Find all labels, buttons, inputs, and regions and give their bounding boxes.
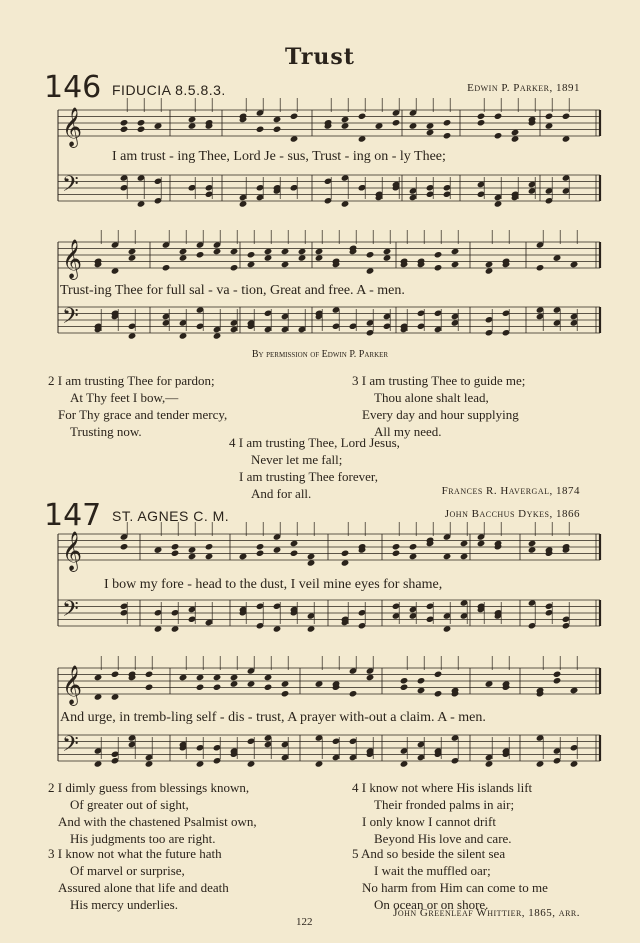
- h147-sys1-note: [528, 540, 537, 547]
- h147-sys2-note: [145, 760, 154, 767]
- h147-sys1-note: [409, 543, 418, 550]
- h147-sys1-note: [154, 625, 163, 632]
- h146-sys2-note: [230, 248, 239, 255]
- h146-sys1-note: [341, 116, 350, 123]
- h146-sys2-bass-staff: [58, 307, 600, 333]
- h146-sys2-note: [128, 332, 137, 339]
- h146-sys2-note: [366, 267, 375, 274]
- h146-sys2-note: [264, 254, 273, 261]
- h147-sys2-note: [230, 680, 239, 687]
- h146-sys2-note: [247, 261, 256, 268]
- h146-sys1-note: [443, 132, 452, 139]
- h147-sys2-note: [485, 680, 494, 687]
- h146-sys1-treble-clef: 𝄞: [62, 107, 83, 147]
- h146-sys2-note: [298, 248, 307, 255]
- h146-sys2-note: [111, 267, 120, 274]
- h147-sys2-treble-staff: [58, 668, 600, 694]
- hymn-147-tune: ST. AGNES C. M.: [112, 508, 230, 524]
- h146-sys1-note: [545, 122, 554, 129]
- hymn-147-composer: John Bacchus Dykes, 1866: [444, 508, 580, 520]
- h146-sys1-note: [443, 119, 452, 126]
- h146-sys2-note: [128, 254, 137, 261]
- h146-sys2-note: [451, 261, 460, 268]
- h147-sys2-note: [145, 684, 154, 691]
- h147-sys2-note: [400, 760, 409, 767]
- h147-sys2-note: [213, 674, 222, 681]
- h146-sys2-note: [162, 264, 171, 271]
- h146-sys2-note: [485, 261, 494, 268]
- h146-sys1-note: [256, 126, 265, 133]
- h147-sys1-note: [460, 540, 469, 547]
- h146-sys1-note: [494, 132, 503, 139]
- h147-sys1-note: [188, 553, 197, 560]
- h147-sys2-note: [485, 760, 494, 767]
- h147-sys2-note: [111, 693, 120, 700]
- h146-sys1-note: [358, 135, 367, 142]
- h146-sys1-note: [239, 200, 248, 207]
- h147-sys1-note: [205, 543, 214, 550]
- h146-sys2-note: [196, 251, 205, 258]
- h147-sys2-note: [400, 677, 409, 684]
- h147-sys1-note: [477, 540, 486, 547]
- h146-sys2-note: [247, 251, 256, 258]
- h146-sys1-note: [511, 135, 520, 142]
- h146-sys2-note: [281, 248, 290, 255]
- h147-sys2-note: [281, 690, 290, 697]
- h146-sys1-note: [137, 126, 146, 133]
- h147-sys2-note: [94, 674, 103, 681]
- h147-sys2-note: [315, 760, 324, 767]
- h146-sys1-note: [375, 122, 384, 129]
- h147-sys2-note: [247, 760, 256, 767]
- h147-sys1-note: [307, 625, 316, 632]
- h146-sys1-note: [273, 126, 282, 133]
- h146-sys1-note: [358, 113, 367, 120]
- h146-sys1-note: [511, 129, 520, 136]
- h147-sys2-note: [247, 680, 256, 687]
- hymn-146-lyrics-line1: I am trust - ing Thee, Lord Je - sus, Trust - ing on - ly Thee;: [112, 149, 446, 164]
- hymn-146-verse-4: 4 I am trusting Thee, Lord Jesus, Never let me fall; I am trusting Thee forever, And for all.: [229, 435, 400, 501]
- hymn-146-verse-2: 2 I am trusting Thee for pardon; At Thy feet I bow,— For Thy grace and tender mercy, Trusting now.: [48, 373, 228, 439]
- h146-sys2-note: [179, 254, 188, 261]
- h147-sys1-note: [273, 546, 282, 553]
- h147-sys1-note: [256, 543, 265, 550]
- h147-sys2-note: [264, 674, 273, 681]
- h146-sys1-note: [290, 113, 299, 120]
- h146-sys2-note: [315, 254, 324, 261]
- h146-sys1-note: [188, 116, 197, 123]
- h146-sys2-note: [451, 248, 460, 255]
- h146-sys1-note: [562, 135, 571, 142]
- hymn-146-verse-3: 3 I am trusting Thee to guide me; Thou alone shalt lead, Every day and hour supplying All my need.: [352, 373, 526, 439]
- h146-sys2-note: [570, 261, 579, 268]
- h146-sys1-note: [341, 200, 350, 207]
- hymn-146-lyrics-line2: Trust-ing Thee for full sal - va - tion, Great and free. A - men.: [60, 283, 405, 298]
- h147-sys2-note: [417, 687, 426, 694]
- h147-sys1-note: [205, 553, 214, 560]
- h146-sys1-note: [273, 116, 282, 123]
- page-number: 122: [296, 916, 313, 928]
- h146-sys1-note: [341, 122, 350, 129]
- h147-sys1-note: [171, 625, 180, 632]
- h146-sys2-bass-clef: 𝄢: [62, 304, 79, 334]
- h146-sys2-note: [264, 248, 273, 255]
- h147-sys2-note: [145, 671, 154, 678]
- h147-sys2-note: [570, 760, 579, 767]
- h146-sys1-note: [494, 113, 503, 120]
- h146-sys2-note: [383, 248, 392, 255]
- h147-sys1-note: [528, 546, 537, 553]
- h147-sys1-note: [256, 550, 265, 557]
- h146-sys2-note: [213, 332, 222, 339]
- h146-sys1-note: [290, 135, 299, 142]
- h147-sys2-note: [264, 684, 273, 691]
- hymn-147-verse-4: 4 I know not where His islands lift Their fronded palms in air; I only know I cannot drift Beyond His love and care.: [352, 780, 533, 846]
- h146-sys1-note: [137, 119, 146, 126]
- h147-sys1-note: [290, 540, 299, 547]
- h146-sys2-note: [485, 267, 494, 274]
- h147-sys2-note: [553, 677, 562, 684]
- hymn-147-verse-2: 2 I dimly guess from blessings known, Of greater out of sight, And with the chastened Psalmist own, His judgments too are right.: [48, 780, 257, 846]
- h146-sys2-note: [315, 248, 324, 255]
- h146-sys2-note: [553, 254, 562, 261]
- h146-sys1-note: [392, 119, 401, 126]
- h147-sys2-note: [366, 674, 375, 681]
- h146-sys2-note: [536, 264, 545, 271]
- hymn-147-author: John Greenleaf Whittier, 1865, arr.: [393, 907, 580, 919]
- h147-sys1-note: [171, 550, 180, 557]
- hymn-146-author: Frances R. Havergal, 1874: [441, 485, 580, 497]
- h146-sys2-note: [281, 261, 290, 268]
- h147-sys1-note: [443, 553, 452, 560]
- hymn-146-tune: FIDUCIA 8.5.8.3.: [112, 82, 226, 98]
- h147-sys2-bass-staff: [58, 735, 600, 761]
- h146-sys1-note: [426, 122, 435, 129]
- hymn-147-verse-3: 3 I know not what the future hath Of marvel or surprise, Assured alone that life and death His mercy underlies.: [48, 846, 229, 912]
- h146-sys2-treble-clef: 𝄞: [62, 239, 83, 279]
- h147-sys1-note: [341, 550, 350, 557]
- h147-sys1-note: [392, 550, 401, 557]
- h147-sys1-note: [120, 543, 129, 550]
- hymn-147-number: 147: [44, 498, 102, 533]
- h147-sys2-note: [417, 677, 426, 684]
- h147-sys1-bass-staff: [58, 600, 600, 626]
- h147-sys2-bass-clef: 𝄢: [62, 732, 79, 762]
- h146-sys1-note: [154, 122, 163, 129]
- h147-sys1-treble-staff: [58, 534, 600, 560]
- h146-sys2-note: [366, 251, 375, 258]
- h146-sys2-note: [128, 248, 137, 255]
- h147-sys1-note: [443, 625, 452, 632]
- h147-sys1-note: [273, 625, 282, 632]
- h147-sys2-note: [179, 674, 188, 681]
- h147-sys2-note: [400, 684, 409, 691]
- hymn-147-verse-5: 5 And so beside the silent sea I wait the muffled oar; No harm from Him can come to me On ocean or on shore.: [352, 846, 548, 912]
- h147-sys2-note: [94, 760, 103, 767]
- h146-sys1-note: [120, 119, 129, 126]
- h146-sys1-note: [137, 200, 146, 207]
- h146-sys1-note: [120, 126, 129, 133]
- h147-sys1-note: [188, 546, 197, 553]
- h146-sys2-note: [230, 264, 239, 271]
- h146-sys2-treble-staff: [58, 242, 600, 268]
- h146-sys1-note: [562, 113, 571, 120]
- h147-sys2-note: [111, 671, 120, 678]
- h147-sys1-note: [154, 546, 163, 553]
- h147-sys2-note: [230, 674, 239, 681]
- h147-sys2-note: [196, 760, 205, 767]
- h147-sys1-bass-clef: 𝄢: [62, 597, 79, 627]
- h147-sys1-note: [409, 553, 418, 560]
- hymn-146-composer: Edwin P. Parker, 1891: [467, 82, 580, 94]
- h146-sys1-bass-clef: 𝄢: [62, 172, 79, 202]
- h147-sys2-note: [536, 760, 545, 767]
- h146-sys2-note: [434, 264, 443, 271]
- h146-sys1-note: [477, 119, 486, 126]
- h147-sys2-note: [553, 671, 562, 678]
- h147-sys1-note: [460, 553, 469, 560]
- hymn-147-lyrics-line2: And urge, in tremb-ling self - dis - trust, A prayer with-out a claim. A - men.: [60, 710, 486, 725]
- h147-sys1-note: [239, 553, 248, 560]
- h146-sys2-note: [298, 254, 307, 261]
- h147-sys2-note: [349, 690, 358, 697]
- h147-sys1-note: [307, 559, 316, 566]
- h146-sys1-note: [188, 122, 197, 129]
- h146-sys1-note: [477, 113, 486, 120]
- h146-sys2-note: [434, 251, 443, 258]
- h147-sys2-note: [281, 680, 290, 687]
- h147-sys1-note: [171, 543, 180, 550]
- h146-sys2-note: [213, 248, 222, 255]
- h146-sys1-note: [426, 129, 435, 136]
- h147-sys1-treble-clef: 𝄞: [62, 531, 83, 571]
- h146-sys2-note: [383, 254, 392, 261]
- h146-sys2-note: [179, 332, 188, 339]
- h147-sys2-note: [196, 674, 205, 681]
- h146-sys2-note: [179, 248, 188, 255]
- h147-sys2-treble-clef: 𝄞: [62, 665, 83, 705]
- h147-sys2-note: [570, 687, 579, 694]
- h147-sys1-note: [307, 553, 316, 560]
- h147-sys2-note: [94, 693, 103, 700]
- h147-sys2-note: [434, 671, 443, 678]
- hymn-146-number: 146: [44, 70, 102, 105]
- h147-sys1-note: [341, 559, 350, 566]
- h147-sys1-note: [392, 543, 401, 550]
- hymn-147-lyrics-line1: I bow my fore - head to the dust, I veil mine eyes for shame,: [104, 577, 443, 592]
- hymn-146-permission: By permission of Edwin P. Parker: [251, 349, 389, 360]
- h147-sys2-note: [213, 684, 222, 691]
- page-title: Trust: [285, 44, 355, 70]
- h146-sys1-note: [545, 113, 554, 120]
- h146-sys1-note: [494, 200, 503, 207]
- h146-sys1-note: [409, 122, 418, 129]
- h147-sys2-note: [196, 684, 205, 691]
- h147-sys2-note: [315, 680, 324, 687]
- h147-sys1-note: [290, 550, 299, 557]
- h147-sys2-note: [434, 690, 443, 697]
